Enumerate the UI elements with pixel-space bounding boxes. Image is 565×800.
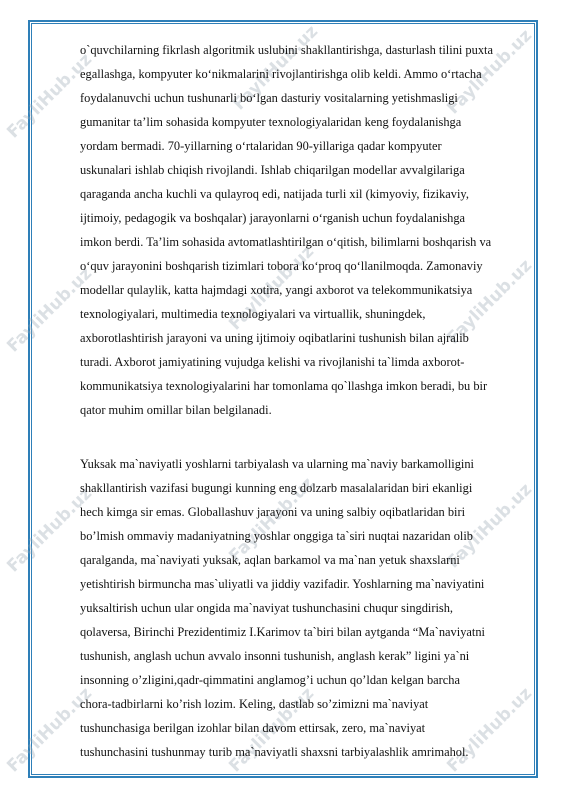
- watermark: FayliHub.uz: [443, 255, 537, 349]
- watermark: FayliHub.uz: [225, 241, 319, 335]
- watermark: FayliHub.uz: [225, 683, 319, 777]
- text-line: o`quvchilarning fikrlash algoritmik uslubini shakllantirishga, dasturlash tilini puxta: [80, 43, 493, 57]
- watermark: FayliHub.uz: [3, 483, 97, 577]
- watermark: FayliHub.uz: [3, 49, 97, 143]
- text-line: yordam bermadi. 70-yillarning o‘rtalaridan 90-yillariga qadar kompyuter: [80, 139, 442, 153]
- text-line: Yuksak ma`naviyatli yoshlarni tarbiyalash va ularning ma`naviy barkamolligini: [80, 457, 474, 471]
- text-line: bo’lmish ommaviy madaniyatning yoshlar onggiga ta`siri nuqtai nazaridan olib: [80, 529, 473, 543]
- text-line: kommunikatsiya texnologiyalarini har tomonlama qo`llashga imkon beradi, bu bir: [80, 379, 488, 393]
- text-line: gumanitar ta’lim sohasida kompyuter texnologiyalaridan keng foydalanishga: [80, 115, 462, 129]
- text-line: ijtimoiy, pedagogik va boshqalar) jarayonlarni o‘rganish uchun foydalanishga: [80, 211, 466, 225]
- text-line: qaralganda, ma`naviyati yuksak, aqlan barkamol va ma`nan yetuk shaxslarni: [80, 553, 460, 567]
- text-line: qaraganda ancha kuchli va qulayroq edi, natijada turli xil (kimyoviy, fizikaviy,: [80, 187, 469, 201]
- text-line: qolaversa, Birinchi Prezidentimiz I.Karimov ta`biri bilan aytganda “Ma`naviyatni: [80, 625, 485, 639]
- watermark: FayliHub.uz: [3, 263, 97, 357]
- text-line: yetishtirish birmuncha mas`uliyatli va jiddiy vazifadir. Yoshlarning ma`naviyatini: [80, 577, 485, 591]
- text-line: insonning o’zligini,qadr-qimmatini anglamog’i uchun qo’ldan kelgan barcha: [80, 673, 460, 687]
- watermark: FayliHub.uz: [443, 25, 537, 119]
- text-line: hech kimga sir emas. Globallashuv jarayoni va uning salbiy oqibatlaridan biri: [80, 505, 466, 519]
- paragraph-1: [80, 38, 520, 422]
- text-line: shakllantirish vazifasi bugungi kunning eng dolzarb masalalaridan biri ekanligi: [80, 481, 473, 495]
- text-line: turadi. Axborot jamiyatining vujudga kelishi va rivojlanishi ta`limda axborot-: [80, 355, 465, 369]
- text-line: qator muhim omillar bilan belgilanadi.: [80, 403, 272, 417]
- paragraph-2: [80, 452, 520, 764]
- watermark: FayliHub.uz: [225, 473, 319, 567]
- text-line: tushunchasiga berilgan izohlar bilan davom ettirsak, zero, ma`naviyat: [80, 721, 426, 735]
- text-line: foydalanuvchi uchun tushunarli bo‘lgan dasturiy vositalarning yetishmasligi: [80, 91, 458, 105]
- watermark: FayliHub.uz: [3, 683, 97, 777]
- text-line: tushunish, anglash uchun avvalo insonni tushunish, anglash kerak” ligini ya`ni: [80, 649, 470, 663]
- paragraph-gap: [80, 422, 520, 452]
- text-line: yuksaltirish uchun ular ongida ma`naviyat tushunchasini chuqur singdirish,: [80, 601, 454, 615]
- text-line: uskunalari ishlab chiqish rivojlandi. Ishlab chiqarilgan modellar avvalgilariga: [80, 163, 465, 177]
- text-line: tushunchasini tushunmay turib ma`naviyatli shaxsni tarbiyalashlik amrimahol.: [80, 745, 469, 759]
- text-line: modellar qulaylik, katta hajmdagi xotira, yangi axborot va telekommunikatsiya: [80, 283, 473, 297]
- watermark: FayliHub.uz: [443, 683, 537, 777]
- watermark: FayliHub.uz: [229, 21, 323, 115]
- text-line: imkon berdi. Ta’lim sohasida avtomatlashtirilgan o‘qitish, bilimlarni boshqarish va: [80, 235, 492, 249]
- text-line: axborotlashtirish jarayoni va uning ijtimoiy oqibatlarini tushunish bilan ajralib: [80, 331, 469, 345]
- text-line: o‘quv jarayonini boshqarish tizimlari tobora ko‘proq qo‘llanilmoqda. Zamonaviy: [80, 259, 483, 273]
- text-line: chora-tadbirlarni ko’rish lozim. Keling, dastlab so’zimizni ma`naviyat: [80, 697, 429, 711]
- text-line: egallashga, kompyuter ko‘nikmalarini rivojlantirishga olib keldi. Ammo o‘rtacha: [80, 67, 482, 81]
- text-line: texnologiyalari, multimedia texnologiyalari va virtuallik, shuningdek,: [80, 307, 426, 321]
- watermark: FayliHub.uz: [443, 479, 537, 573]
- document-body: [80, 38, 520, 764]
